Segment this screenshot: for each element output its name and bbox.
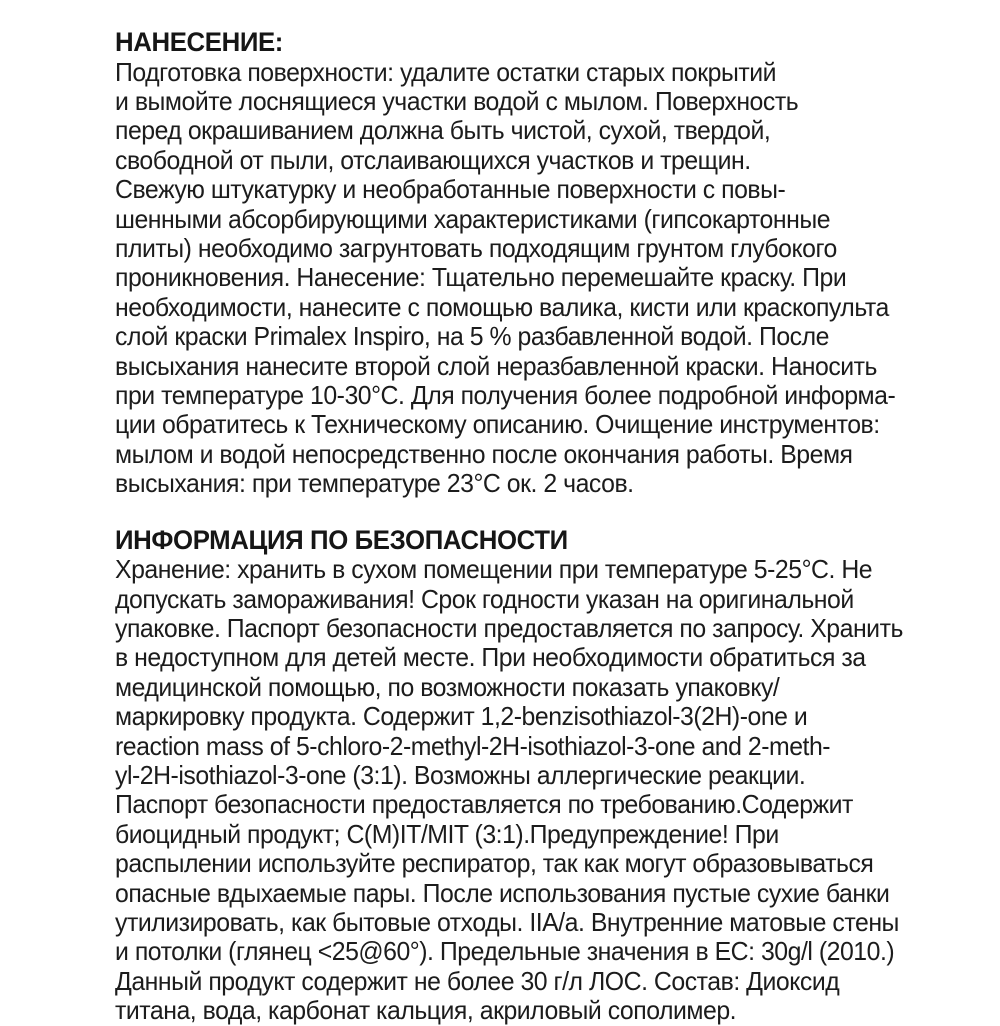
text-line: проникновения. Нанесение: Тщательно перемешайте краску. При — [115, 262, 847, 293]
text-line: и потолки (глянец <25@60°). Предельные значения в ЕС: 30g/l (2010.) — [115, 936, 895, 967]
text-line: Подготовка поверхности: удалите остатки старых покрытий — [115, 56, 777, 87]
text-line: мылом и водой непосредственно после окончания работы. Время — [115, 438, 853, 469]
text-line: yl-2H-isothiazol-3-one (3:1). Возможны аллергические реакции. — [115, 759, 806, 790]
text-line: медицинской помощью, по возможности показать упаковку/ — [115, 671, 780, 702]
label-text-content — [115, 28, 936, 1026]
text-line: необходимости, нанесите с помощью валика, кисти или краскопульта — [115, 291, 889, 322]
text-line: опасные вдыхаемые пары. После использования пустые сухие банки — [115, 877, 890, 908]
text-line: и вымойте лоснящиеся участки водой с мылом. Поверхность — [115, 85, 799, 116]
text-line: при температуре 10-30°С. Для получения более подробной информа- — [115, 379, 896, 410]
text-line: reaction mass of 5-chloro-2-methyl-2H-isothiazol-3-one and 2-meth- — [115, 730, 831, 761]
text-line: упаковке. Паспорт безопасности предоставляется по запросу. Хранить — [115, 612, 903, 643]
text-line: утилизировать, как бытовые отходы. IIA/a. Внутренние матовые стены — [115, 906, 899, 937]
text-line: шенными абсорбирующими характеристиками (гипсокартонные — [115, 203, 831, 234]
text-line: Хранение: хранить в сухом помещении при температуре 5-25°С. Не — [115, 554, 873, 585]
text-line: перед окрашиванием должна быть чистой, сухой, твердой, — [115, 115, 771, 146]
section-application-heading: НАНЕСЕНИЕ: — [115, 27, 284, 57]
text-line: высыхания: при температуре 23°С ок. 2 часов. — [115, 468, 634, 499]
text-line: маркировку продукта. Содержит 1,2-benzisothiazol-3(2H)-one и — [115, 701, 808, 732]
text-line: допускать замораживания! Срок годности указан на оригинальной — [115, 583, 854, 614]
text-line: Свежую штукатурку и необработанные поверхности с повы- — [115, 174, 786, 205]
text-line: распылении используйте респиратор, так как могут образовываться — [115, 848, 874, 879]
text-line: слой краски Primalex Inspiro, на 5 % разбавленной водой. После — [115, 321, 829, 352]
section-application — [115, 28, 936, 499]
text-line: Данный продукт содержит не более 30 г/л ЛОС. Состав: Диоксид — [115, 965, 840, 996]
text-line: Паспорт безопасности предоставляется по требованию.Содержит — [115, 789, 853, 820]
text-line: свободной от пыли, отслаивающихся участков и трещин. — [115, 144, 751, 175]
text-line: ции обратитесь к Техническому описанию. Очищение инструментов: — [115, 409, 880, 440]
text-line: титана, вода, карбонат кальция, акриловый сополимер. — [115, 995, 737, 1026]
text-line: высыхания нанесите второй слой неразбавленной краски. Наносить — [115, 350, 878, 381]
section-safety-information-heading: ИНФОРМАЦИЯ ПО БЕЗОПАСНОСТИ — [115, 524, 568, 555]
section-safety-information — [115, 526, 936, 1026]
text-line: в недоступном для детей месте. При необходимости обратиться за — [115, 642, 866, 673]
text-line: плиты) необходимо загрунтовать подходящим грунтом глубокого — [115, 232, 837, 263]
text-line: биоцидный продукт; C(M)IT/MIT (3:1).Предупреждение! При — [115, 818, 779, 849]
